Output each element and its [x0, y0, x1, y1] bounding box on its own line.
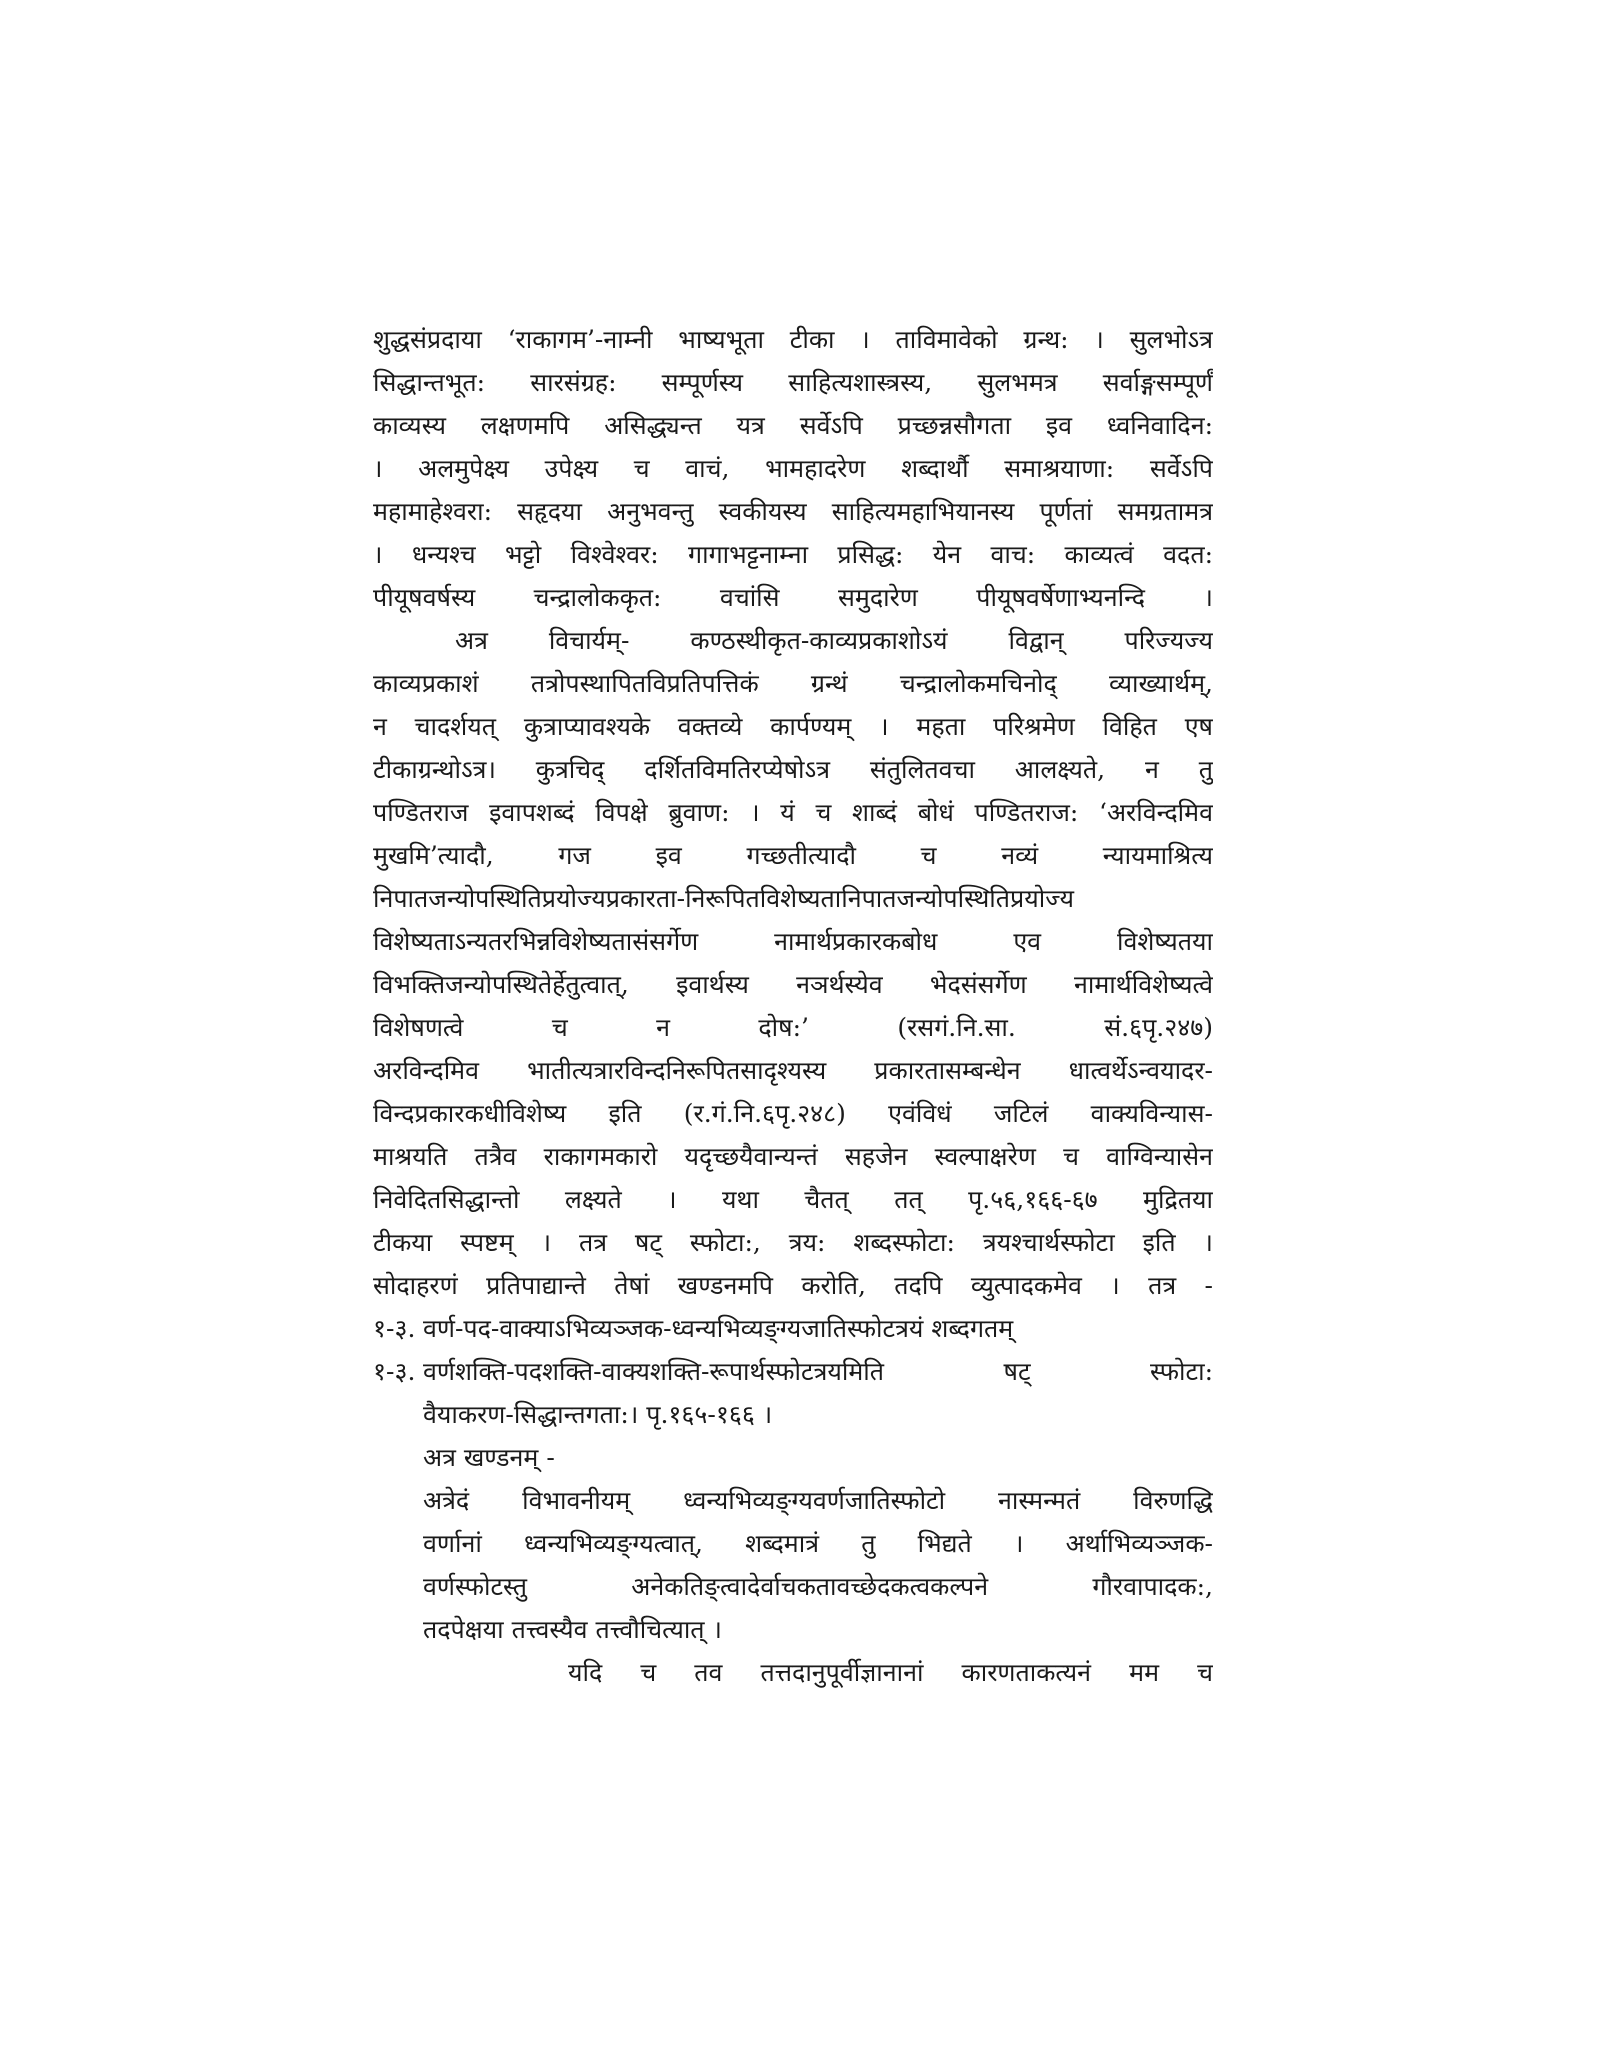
- text-line: निपातजन्योपस्थितिप्रयोज्यप्रकारता-निरूपितविशेष्यतानिपातजन्योपस्थितिप्रयोज्य: [373, 884, 1075, 913]
- text-line: सोदाहरणं प्रतिपाद्यान्ते तेषां खण्डनमपि करोति, तदपि व्युत्पादकमेव । तत्र -: [373, 1271, 1213, 1300]
- text-line: विन्दप्रकारकधीविशेष्य इति (र.गं.नि.६पृ.२४८) एवंविधं जटिलं वाक्यविन्यास-: [373, 1099, 1213, 1128]
- list-number: १-३.: [373, 1314, 416, 1343]
- text-line: यदि च तव तत्तदानुपूर्वीज्ञानानां कारणताकत्यनं मम च: [568, 1658, 1213, 1687]
- text-line: काव्यस्य लक्षणमपि असिद्ध्यन्त यत्र सर्वेऽपि प्रच्छन्नसौगता इव ध्वनिवादिन:: [373, 411, 1213, 440]
- paragraph-intro: [373, 318, 1213, 619]
- text-line: । धन्यश्च भट्टो विश्वेश्वर: गागाभट्टनाम्ना प्रसिद्ध: येन वाच: काव्यत्वं वदत:: [373, 540, 1213, 569]
- text-line: टीकाग्रन्थोऽत्र। कुत्रचिद् दर्शितविमतिरप्येषोऽत्र संतुलितवचा आलक्ष्यते, न तु: [373, 755, 1213, 784]
- text-line: तदपेक्षया तत्त्वस्यैव तत्त्वौचित्यात् ।: [423, 1615, 722, 1644]
- khandan-section: [373, 1436, 1213, 1694]
- text-line: वर्ण-पद-वाक्याऽभिव्यञ्जक-ध्वन्यभिव्यङ्ग्यजातिस्फोटत्रयं शब्दगतम्: [423, 1314, 1014, 1343]
- list-item: [373, 1307, 1213, 1350]
- text-line: अरविन्दमिव भातीत्यत्रारविन्दनिरूपितसादृश्यस्य प्रकारतासम्बन्धेन धात्वर्थेऽन्वयादर-: [373, 1056, 1213, 1085]
- text-line: काव्यप्रकाशं तत्रोपस्थापितविप्रतिपत्तिकं ग्रन्थं चन्द्रालोकमचिनोद् व्याख्यार्थम्,: [373, 669, 1213, 698]
- section-heading: अत्र खण्डनम् -: [423, 1443, 555, 1472]
- text-line: टीकया स्पष्टम् । तत्र षट् स्फोटा:, त्रय: शब्दस्फोटा: त्रयश्चार्थस्फोटा इति ।: [373, 1228, 1213, 1257]
- document-page: [373, 318, 1213, 1694]
- text-line: अत्र विचार्यम्- कण्ठस्थीकृत-काव्यप्रकाशोऽयं विद्वान् परिज्यज्य: [455, 626, 1213, 655]
- text-line: वर्णानां ध्वन्यभिव्यङ्ग्यत्वात्, शब्दमात्रं तु भिद्यते । अर्थाभिव्यञ्जक-: [423, 1529, 1213, 1558]
- text-line: वर्णशक्ति-पदशक्ति-वाक्यशक्ति-रूपार्थस्फोटत्रयमिति षट् स्फोटा:: [423, 1357, 1213, 1386]
- text-line: न चादर्शयत् कुत्राप्यावश्यके वक्तव्ये कार्पण्यम् । महता परिश्रमेण विहित एष: [373, 712, 1213, 741]
- text-line: पीयूषवर्षस्य चन्द्रालोककृत: वचांसि समुदारेण पीयूषवर्षेणाभ्यनन्दि ।: [373, 583, 1213, 612]
- text-line: मुखमि’त्यादौ, गज इव गच्छतीत्यादौ च नव्यं न्यायमाश्रित्य: [373, 841, 1213, 870]
- text-line: वर्णस्फोटस्तु अनेकतिङ्त्वादेर्वाचकतावच्छेदकत्वकल्पने गौरवापादक:,: [423, 1572, 1213, 1601]
- text-line: । अलमुपेक्ष्य उपेक्ष्य च वाचं, भामहादरेण शब्दार्थौ समाश्रयाणा: सर्वेऽपि: [373, 454, 1213, 483]
- paragraph-vichar: [373, 619, 1213, 1049]
- text-line: निवेदितसिद्धान्तो लक्ष्यते । यथा चैतत् तत् पृ.५६,१६६-६७ मुद्रितया: [373, 1185, 1213, 1214]
- text-line: महामाहेश्वरा: सहृदया अनुभवन्तु स्वकीयस्य साहित्यमहाभियानस्य पूर्णतां समग्रतामत्र: [373, 497, 1213, 526]
- text-line: सिद्धान्तभूत: सारसंग्रह: सम्पूर्णस्य साहित्यशास्त्रस्य, सुलभमत्र सर्वाङ्गसम्पूर्णं: [373, 368, 1213, 397]
- text-line: विभक्तिजन्योपस्थितेर्हेतुत्वात्, इवार्थस्य नञर्थस्येव भेदसंसर्गेण नामार्थविशेष्यत्वे: [373, 970, 1213, 999]
- text-line: विशेषणत्वे च न दोष:’ (रसगं.नि.सा. सं.६पृ.२४७): [373, 1013, 1213, 1042]
- paragraph-aravindam: [373, 1049, 1213, 1307]
- text-line: शुद्धसंप्रदाया ‘राकागम’-नाम्नी भाष्यभूता टीका । ताविमावेको ग्रन्थ: । सुलभोऽत्र: [373, 325, 1213, 354]
- list-item: [373, 1350, 1213, 1436]
- text-line: पण्डितराज इवापशब्दं विपक्षे ब्रुवाण: । यं च शाब्दं बोधं पण्डितराज: ‘अरविन्दमिव: [373, 798, 1213, 827]
- text-line: माश्रयति तत्रैव राकागमकारो यदृच्छयैवान्यन्तं सहजेन स्वल्पाक्षरेण च वाग्विन्यासेन: [373, 1142, 1213, 1171]
- list-number: १-३.: [373, 1357, 416, 1386]
- text-line: वैयाकरण-सिद्धान्तगता:। पृ.१६५-१६६ ।: [423, 1400, 773, 1429]
- text-line: अत्रेदं विभावनीयम् ध्वन्यभिव्यङ्ग्यवर्णजातिस्फोटो नास्मन्मतं विरुणद्धि: [423, 1486, 1213, 1515]
- text-line: विशेष्यताऽन्यतरभिन्नविशेष्यतासंसर्गेण नामार्थप्रकारकबोध एव विशेष्यतया: [373, 927, 1213, 956]
